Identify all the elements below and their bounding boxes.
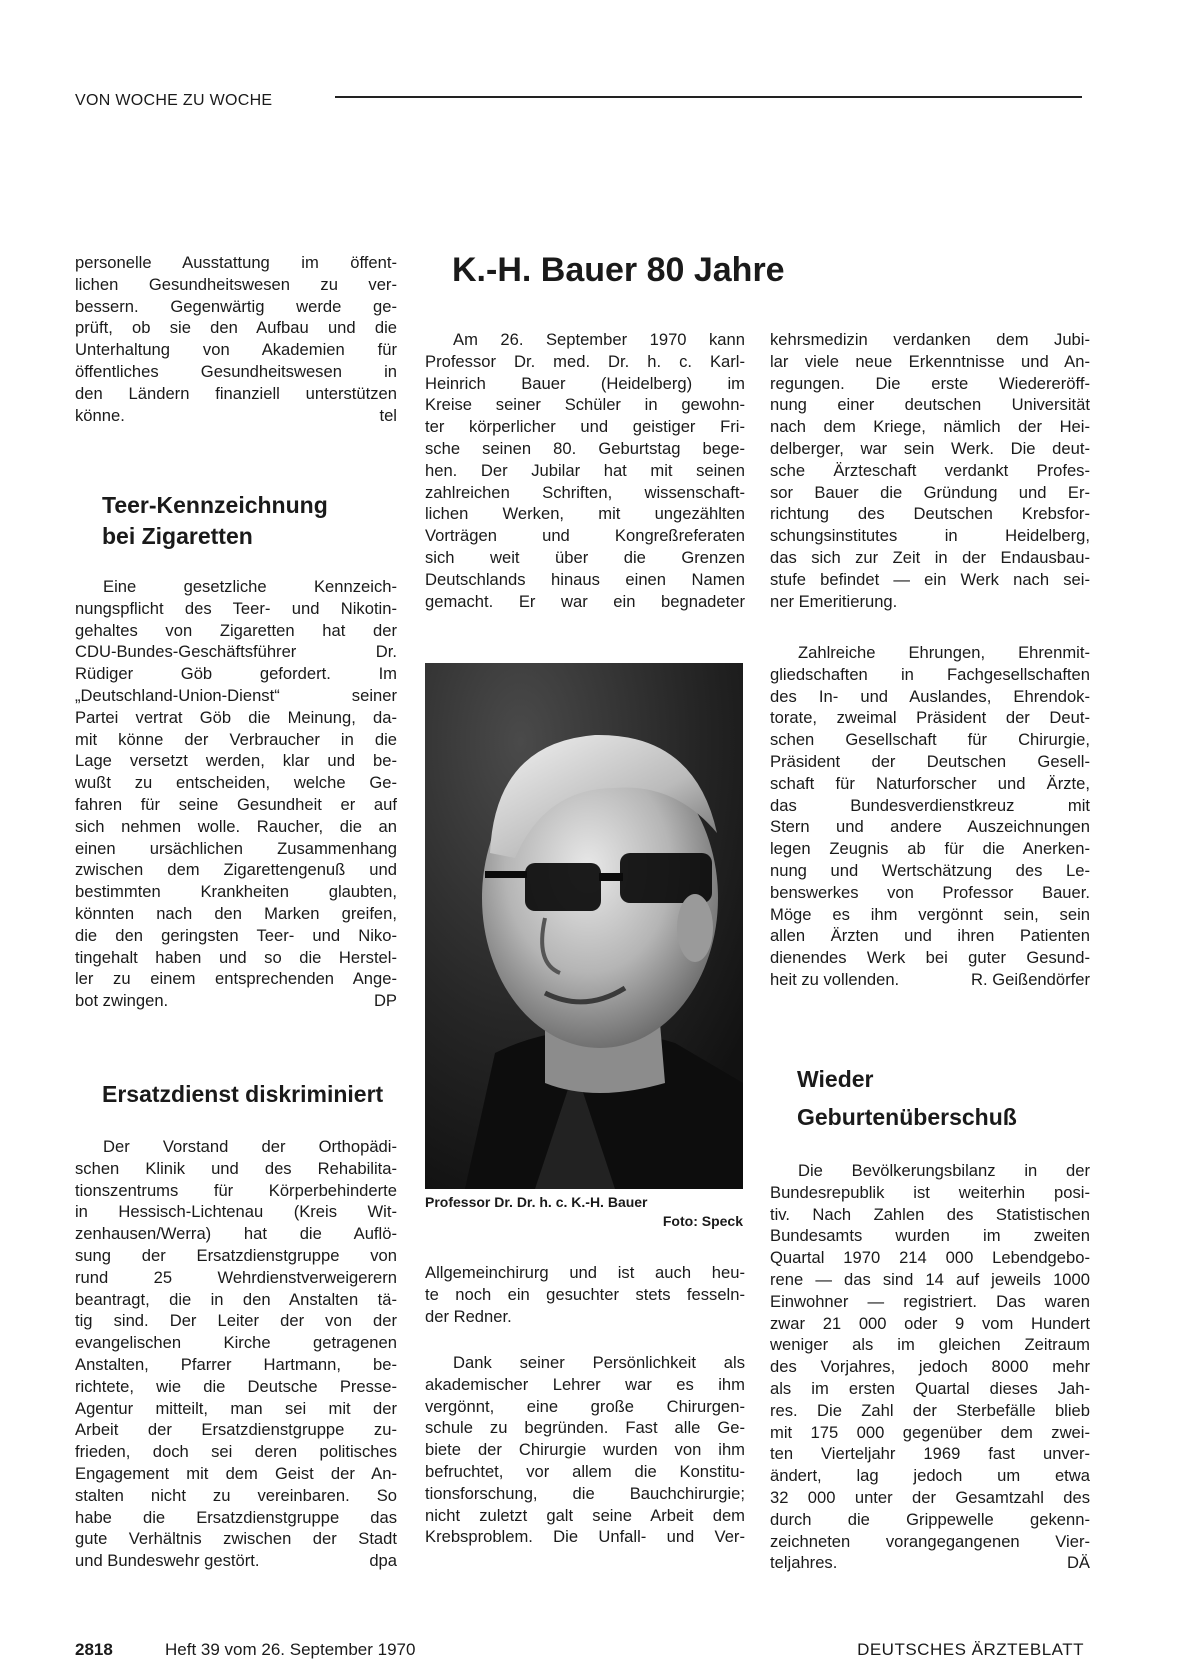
paragraph: rene — das sind 14 auf jeweils 1000 bbox=[770, 1269, 1090, 1289]
heading-line: Wieder bbox=[797, 1066, 874, 1092]
paragraph: der Redner. bbox=[425, 1306, 512, 1326]
paragraph: lichen Gesundheitswesen zu ver- bbox=[75, 274, 397, 294]
col2-top bbox=[425, 329, 745, 612]
paragraph: Lage versetzt werden, klar und be- bbox=[75, 751, 397, 771]
paragraph: rund 25 Wehrdienstverweigerern bbox=[75, 1267, 397, 1287]
paragraph: das sich zur Zeit in der Endausbau- bbox=[770, 547, 1090, 567]
paragraph: tiv. Nach Zahlen des Statistischen bbox=[770, 1204, 1090, 1224]
paragraph: bestimmten Krankheiten glaubten, bbox=[75, 882, 397, 902]
paragraph: zwischen dem Zigarettengenuß und bbox=[75, 860, 397, 880]
paragraph: gehaltes von Zigaretten hat der bbox=[75, 620, 397, 640]
paragraph: biete der Chirurgie wurden von ihm bbox=[425, 1440, 745, 1460]
paragraph-end bbox=[770, 969, 1090, 991]
paragraph: zenhausen/Werra) hat die Auflö- bbox=[75, 1224, 397, 1244]
paragraph: sich nehmen wolle. Raucher, die an bbox=[75, 816, 397, 836]
paragraph: regungen. Die erste Wiedereröff- bbox=[770, 373, 1090, 393]
paragraph: akademischer Lehrer war es ihm bbox=[425, 1374, 745, 1394]
geburten-body bbox=[770, 1160, 1090, 1574]
paragraph: Quartal 1970 214 000 Lebendgebo- bbox=[770, 1248, 1090, 1268]
paragraph: torate, zweimal Präsident der Deut- bbox=[770, 708, 1090, 728]
paragraph: evangelischen Kirche getragenen bbox=[75, 1333, 397, 1353]
paragraph: CDU-Bundes-Geschäftsführer Dr. bbox=[75, 642, 397, 662]
paragraph: ner Emeritierung. bbox=[770, 591, 898, 611]
paragraph: als im ersten Quartal dieses Jah- bbox=[770, 1378, 1090, 1398]
paragraph: sung der Ersatzdienstgruppe von bbox=[75, 1245, 397, 1265]
paragraph: des In- und Auslandes, Ehrendok- bbox=[770, 686, 1090, 706]
paragraph: schungsinstitutes in Heidelberg, bbox=[770, 526, 1090, 546]
paragraph: nung und Wertschätzung des Le- bbox=[770, 860, 1090, 880]
paragraph: ändert, lag jedoch um etwa bbox=[770, 1466, 1090, 1486]
paragraph: gliedschaften in Fachgesellschaften bbox=[770, 664, 1090, 684]
paragraph: Eine gesetzliche Kennzeich- bbox=[103, 577, 397, 596]
paragraph: nach dem Kriege, nämlich der Hei- bbox=[770, 417, 1090, 437]
paragraph: dienendes Werk bei guter Gesund- bbox=[770, 948, 1090, 968]
paragraph: ter körperlicher und geistiger Fri- bbox=[425, 417, 745, 437]
paragraph: Professor Dr. med. Dr. h. c. Karl- bbox=[425, 351, 745, 371]
paragraph: Heinrich Bauer (Heidelberg) im bbox=[425, 373, 745, 393]
page-number: 2818 bbox=[75, 1640, 113, 1659]
col1-teer-body bbox=[75, 576, 397, 1012]
paragraph: legen Zeugnis ab für die Anerken- bbox=[770, 839, 1090, 859]
col1-ersatz-body bbox=[75, 1136, 397, 1572]
author-signature: DP bbox=[373, 991, 397, 1011]
paragraph: tingehalt haben und so die Herstel- bbox=[75, 947, 397, 967]
col2-para2 bbox=[425, 1352, 745, 1548]
paragraph: te noch ein gesuchter stets fesseln- bbox=[425, 1284, 745, 1304]
paragraph: Präsident der Deutschen Gesell- bbox=[770, 751, 1090, 771]
line-text: und Bundeswehr gestört. bbox=[75, 1551, 260, 1571]
paragraph: zwar 21 000 oder 9 vom Hundert bbox=[770, 1313, 1090, 1333]
section-heading-teer bbox=[102, 490, 328, 552]
heading-line: bei Zigaretten bbox=[102, 523, 253, 549]
paragraph: Vorträgen und Kongreßreferaten bbox=[425, 526, 745, 546]
paragraph: stalten nicht zu vereinbaren. So bbox=[75, 1485, 397, 1505]
paragraph: Krebsproblem. Die Unfall- und Ver- bbox=[425, 1527, 745, 1547]
paragraph: frieden, doch sei deren politisches bbox=[75, 1442, 397, 1462]
author-signature: DÄ bbox=[1066, 1553, 1090, 1573]
paragraph: des Vorjahres, jedoch 8000 mehr bbox=[770, 1357, 1090, 1377]
col3-para2 bbox=[770, 642, 1090, 991]
paragraph: nicht zuletzt galt seine Arbeit dem bbox=[425, 1505, 745, 1525]
paragraph: benswerkes von Professor Bauer. bbox=[770, 882, 1090, 902]
col3-para1 bbox=[770, 329, 1090, 612]
paragraph: lichen Werken, mit ungezählten bbox=[425, 504, 745, 524]
paragraph: Bundesrepublik ist weiterhin posi- bbox=[770, 1182, 1090, 1202]
author-signature: R. Geißendörfer bbox=[971, 969, 1090, 989]
paragraph: schaft für Naturforscher und Ärzte, bbox=[770, 773, 1090, 793]
paragraph: Möge es ihm vergönnt sein, sein bbox=[770, 904, 1090, 924]
portrait-photo bbox=[425, 663, 743, 1189]
paragraph: die den geringsten Teer- und Niko- bbox=[75, 925, 397, 945]
paragraph: nungspflicht des Teer- und Nikotin- bbox=[75, 598, 397, 618]
paragraph-end bbox=[75, 1550, 397, 1572]
photo-credit: Foto: Speck bbox=[662, 1213, 743, 1229]
paragraph: befruchtet, vor allem die Konstitu- bbox=[425, 1461, 745, 1481]
paragraph: Bundesamts wurden im zweiten bbox=[770, 1226, 1090, 1246]
paragraph: richtung des Deutschen Krebsfor- bbox=[770, 504, 1090, 524]
paragraph-end bbox=[770, 1552, 1090, 1574]
paragraph: „Deutschland-Union-Dienst“ seiner bbox=[75, 685, 397, 705]
line-text: könne. bbox=[75, 405, 125, 425]
paragraph: könnten nach den Marken greifen, bbox=[75, 903, 397, 923]
paragraph: ler zu einem entsprechenden Ange- bbox=[75, 969, 397, 989]
issue-info: Heft 39 vom 26. September 1970 bbox=[165, 1640, 416, 1659]
paragraph: Arbeit der Ersatzdienstgruppe zu- bbox=[75, 1420, 397, 1440]
paragraph: öffentliches Gesundheitswesen in bbox=[75, 361, 397, 381]
paragraph: schen Klinik und des Rehabilita- bbox=[75, 1158, 397, 1178]
paragraph: Kreise seiner Schüler in gewohn- bbox=[425, 395, 745, 415]
paragraph: Agentur mitteilt, man sei mit der bbox=[75, 1398, 397, 1418]
paragraph: fahren für seine Gesundheit er auf bbox=[75, 794, 397, 814]
paragraph: kehrsmedizin verdanken dem Jubi- bbox=[770, 330, 1090, 349]
heading-line: Teer-Kennzeichnung bbox=[102, 492, 328, 518]
paragraph: lar viele neue Erkenntnisse und An- bbox=[770, 351, 1090, 371]
paragraph: sche Ärzteschaft verdankt Profes- bbox=[770, 460, 1090, 480]
paragraph: Stern und andere Auszeichnungen bbox=[770, 817, 1090, 837]
paragraph: bessern. Gegenwärtig werde ge- bbox=[75, 296, 397, 316]
line-text: heit zu vollenden. bbox=[770, 969, 900, 989]
paragraph: mit 175 000 gegenüber dem zwei- bbox=[770, 1422, 1090, 1442]
paragraph: gute Verhältnis zwischen der Stadt bbox=[75, 1529, 397, 1549]
paragraph: allen Ärzten und ihren Patienten bbox=[770, 926, 1090, 946]
paragraph: sich weit über die Grenzen bbox=[425, 547, 745, 567]
line-text: teljahres. bbox=[770, 1553, 838, 1573]
paragraph: Rüdiger Göb gefordert. Im bbox=[75, 664, 397, 684]
paragraph: tionsforschung, die Bauchchirurgie; bbox=[425, 1483, 745, 1503]
paragraph: res. Die Zahl der Sterbefälle blieb bbox=[770, 1400, 1090, 1420]
paragraph: Anstalten, Pfarrer Hartmann, be- bbox=[75, 1354, 397, 1374]
paragraph: Einwohner — registriert. Das waren bbox=[770, 1291, 1090, 1311]
line-text: bot zwingen. bbox=[75, 991, 169, 1011]
paragraph: Unterhaltung von Akademien für bbox=[75, 340, 397, 360]
header-rule bbox=[335, 96, 1082, 98]
paragraph: Zahlreiche Ehrungen, Ehrenmit- bbox=[798, 643, 1090, 662]
paragraph: tig sind. Der Leiter der von der bbox=[75, 1311, 397, 1331]
paragraph: nung einer deutschen Universität bbox=[770, 395, 1090, 415]
photo-caption bbox=[425, 1193, 743, 1231]
running-head: VON WOCHE ZU WOCHE bbox=[75, 92, 273, 109]
paragraph: Der Vorstand der Orthopädi- bbox=[103, 1137, 397, 1156]
paragraph: weniger als im gleichen Zeitraum bbox=[770, 1335, 1090, 1355]
paragraph: den Ländern finanziell unterstützen bbox=[75, 383, 397, 403]
col2-after-photo bbox=[425, 1262, 745, 1327]
paragraph: Partei vertrat Göb die Meinung, da- bbox=[75, 707, 397, 727]
paragraph: zeichneten vorangegangenen Vier- bbox=[770, 1531, 1090, 1551]
paragraph: wußt zu entscheiden, welche Ge- bbox=[75, 773, 397, 793]
journal-name: DEUTSCHES ÄRZTEBLATT bbox=[857, 1640, 1084, 1659]
portrait-illustration bbox=[425, 663, 743, 1189]
paragraph: schen Gesellschaft für Chirurgie, bbox=[770, 730, 1090, 750]
article-title: K.-H. Bauer 80 Jahre bbox=[452, 251, 785, 289]
col1-intro bbox=[75, 252, 397, 426]
paragraph: ten Vierteljahr 1969 fast unver- bbox=[770, 1444, 1090, 1464]
paragraph: Engagement mit dem Geist der An- bbox=[75, 1463, 397, 1483]
paragraph: habe die Ersatzdienstgruppe das bbox=[75, 1507, 397, 1527]
paragraph: einen ursächlichen Zusammenhang bbox=[75, 838, 397, 858]
paragraph: gemacht. Er war ein begnadeter bbox=[425, 591, 745, 611]
caption-text: Professor Dr. Dr. h. c. K.-H. Bauer bbox=[425, 1194, 648, 1210]
paragraph: personelle Ausstattung im öffent- bbox=[75, 253, 397, 272]
paragraph: richtete, wie die Deutsche Presse- bbox=[75, 1376, 397, 1396]
paragraph: Allgemeinchirurg und ist auch heu- bbox=[425, 1263, 745, 1282]
paragraph: tionszentrums für Körperbehinderte bbox=[75, 1180, 397, 1200]
paragraph: in Hessisch-Lichtenau (Kreis Wit- bbox=[75, 1202, 397, 1222]
paragraph: delberger, war sein Werk. Die deut- bbox=[770, 438, 1090, 458]
paragraph: zahlreichen Schriften, wissenschaft- bbox=[425, 482, 745, 502]
author-signature: tel bbox=[379, 405, 397, 425]
paragraph: Am 26. September 1970 kann bbox=[453, 330, 745, 349]
section-heading-ersatzdienst: Ersatzdienst diskriminiert bbox=[102, 1081, 384, 1107]
paragraph-end bbox=[75, 405, 397, 427]
paragraph: 32 000 unter der Gesamtzahl des bbox=[770, 1487, 1090, 1507]
paragraph: durch die Grippewelle gekenn- bbox=[770, 1509, 1090, 1529]
paragraph: Die Bevölkerungsbilanz in der bbox=[798, 1161, 1090, 1180]
paragraph: sche seinen 80. Geburtstag bege- bbox=[425, 438, 745, 458]
paragraph: beantragt, die in den Anstalten tä- bbox=[75, 1289, 397, 1309]
section-heading-geburten bbox=[797, 1060, 1017, 1136]
paragraph: prüft, ob sie den Aufbau und die bbox=[75, 318, 397, 338]
heading-line: Geburtenüberschuß bbox=[797, 1104, 1017, 1130]
paragraph: stufe befindet — ein Werk nach sei- bbox=[770, 569, 1090, 589]
paragraph-end bbox=[75, 990, 397, 1012]
paragraph: sor Bauer die Gründung und Er- bbox=[770, 482, 1090, 502]
paragraph: hen. Der Jubilar hat mit seinen bbox=[425, 460, 745, 480]
paragraph: schule zu begründen. Fast alle Ge- bbox=[425, 1418, 745, 1438]
paragraph: mit könne der Verbraucher in die bbox=[75, 729, 397, 749]
paragraph: das Bundesverdienstkreuz mit bbox=[770, 795, 1090, 815]
paragraph: Deutschlands hinaus einen Namen bbox=[425, 569, 745, 589]
paragraph: vergönnt, eine große Chirurgen- bbox=[425, 1396, 745, 1416]
author-signature: dpa bbox=[369, 1551, 397, 1571]
paragraph: Dank seiner Persönlichkeit als bbox=[453, 1353, 745, 1372]
